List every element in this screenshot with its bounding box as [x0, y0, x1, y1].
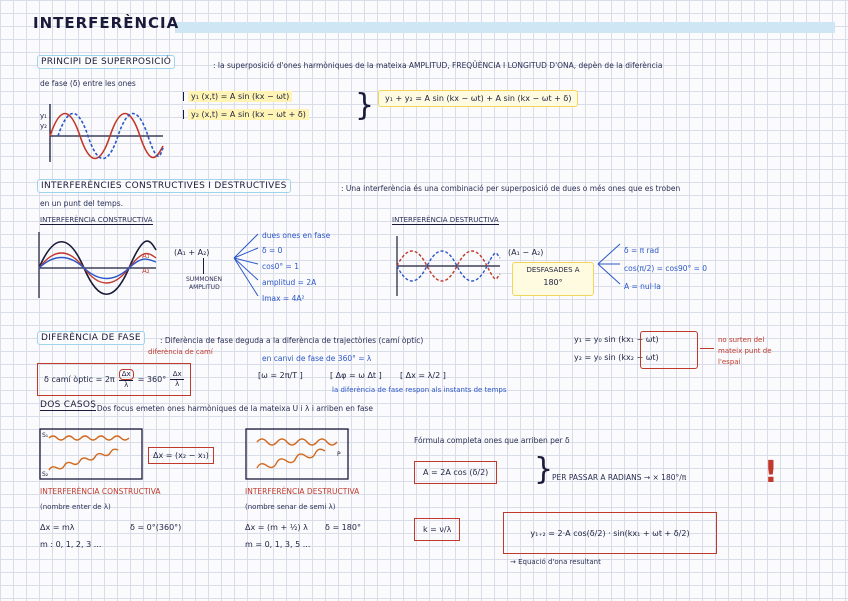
- radians-conversion: PER PASSAR A RADIANS → × 180°/π: [552, 473, 687, 482]
- red-arrow: [700, 348, 714, 349]
- constructive-graph: [34, 228, 164, 300]
- cons-sum-formula: (A₁ + A₂): [174, 248, 210, 257]
- formula-completa-title: Fórmula completa ones que arriben per δ: [414, 436, 570, 445]
- superposition-graph: [38, 98, 168, 166]
- dos-casos-des-sub: (nombre senar de semi λ): [245, 503, 336, 511]
- dos-casos-cons-f1: Δx = mλ: [40, 523, 75, 532]
- resultant-wave-formula: y₁₊₂ = 2·A cos(δ/2) · sin(kx₁ + ωt + δ/2): [503, 512, 717, 554]
- blue-note-instants: la diferència de fase respon als instants de temps: [332, 386, 507, 394]
- phase-fraction-2: [170, 370, 184, 389]
- cons-label-a2: A₂: [142, 267, 150, 275]
- diferencia-fase-desc: : Diferència de fase deguda a la diferència de trajectòries (camí òptic): [160, 336, 424, 345]
- cons-note-4: amplitud = 2A: [262, 278, 317, 287]
- equation-y1-text: y₁ (x,t) = A sin (kx − ωt): [188, 91, 292, 102]
- des-note-1: δ = π rad: [624, 246, 659, 255]
- phase-fraction-2-den: λ: [170, 379, 184, 389]
- dos-casos-cons-title: INTERFERÈNCIA CONSTRUCTIVA: [40, 487, 161, 496]
- des-note-3: A = nul·la: [624, 282, 661, 291]
- red-right-note-1: no surten del: [718, 336, 765, 344]
- amplitude-formula: A = 2A cos (δ/2): [414, 461, 497, 484]
- dos-casos-cons-sub: (nombre enter de λ): [40, 503, 111, 511]
- section-superposicio-heading: PRINCIPI DE SUPERPOSICIÓ: [37, 55, 175, 69]
- des-note-2: cos(π/2) = cos90° = 0: [624, 264, 708, 273]
- graph-label-y2: y₂: [40, 122, 47, 130]
- cons-diagram-s2: S₂: [42, 471, 49, 478]
- dos-casos-des-m: m = 0, 1, 3, 5 ...: [245, 540, 311, 549]
- delta-phi-formula: [ Δφ = ω Δt ]: [330, 371, 382, 380]
- equation-y2-text: y₂ (x,t) = A sin (kx − ωt + δ): [188, 109, 309, 120]
- des-box-line1: DESFASADES A: [526, 266, 580, 274]
- two-source-destructive-diagram: [245, 428, 349, 480]
- dos-casos-cons-f2: δ = 0°(360°): [130, 523, 182, 532]
- title-highlight: [175, 22, 835, 33]
- graph-label-y1: y₁: [40, 112, 47, 120]
- cons-label-a1: A₁: [142, 252, 150, 260]
- des-diagram-frame: [246, 429, 348, 479]
- brace-icon: }: [355, 88, 375, 123]
- destructive-graph: [392, 232, 504, 298]
- cons-note-2: δ = 0: [262, 246, 283, 255]
- right-brace-icon: }: [534, 452, 554, 487]
- section-interferencies-heading: INTERFERÈNCIES CONSTRUCTIVES I DESTRUCTIVES: [37, 179, 291, 193]
- phase-formula-left: δ camí òptic = 2π: [44, 375, 115, 384]
- cons-diagram-wave-1: [49, 436, 129, 440]
- exclamation-icon: !: [764, 455, 778, 490]
- cons-diagram-wave-2: [48, 448, 118, 472]
- dos-casos-des-title: INTERFERÈNCIA DESTRUCTIVA: [245, 487, 360, 496]
- phase-formula-360: = 360°: [137, 375, 167, 384]
- page-title: INTERFERÈNCIA: [33, 14, 180, 32]
- two-source-constructive-diagram: [39, 428, 143, 480]
- dos-casos-des-f1: Δx = (m + ½) λ: [245, 523, 308, 532]
- des-diagram-p: P: [337, 451, 341, 458]
- resultant-wave-label: → Equació d'ona resultant: [510, 558, 601, 566]
- cons-diagram-s1: S₁: [42, 432, 49, 439]
- y-right-box: [640, 331, 698, 369]
- des-box: [512, 262, 594, 296]
- constructiva-title: INTERFERÈNCIA CONSTRUCTIVA: [40, 216, 153, 224]
- delta-x-box: Δx = (x₂ − x₁): [148, 447, 214, 464]
- cons-note-5: Imax = 4A²: [262, 294, 305, 303]
- k-formula: k = ν/λ: [414, 518, 460, 541]
- phase-fraction-den: λ: [119, 380, 133, 390]
- red-right-note-3: l'espai: [718, 358, 741, 366]
- equation-y1: [183, 92, 292, 101]
- dos-casos-cons-m: m : 0, 1, 2, 3 ...: [40, 540, 102, 549]
- destructiva-title: INTERFERÈNCIA DESTRUCTIVA: [392, 216, 499, 224]
- phase-fraction-num: Δx: [119, 369, 134, 380]
- des-fan-arrows: [596, 240, 622, 290]
- omega-formula: [ω = 2π/T ]: [258, 371, 303, 380]
- section-diferencia-fase-heading: DIFERÈNCIA DE FASE: [37, 331, 145, 345]
- cons-sum-label2: AMPLITUD: [189, 284, 220, 291]
- cons-sum-label1: SUMMONEN: [186, 276, 223, 283]
- superposicio-desc-line1: : la superposició d'ones harmòniques de la mateixa AMPLITUD, FREQÜÈNCIA I LONGITUD D'ONA, depèn de la diferència: [213, 61, 663, 70]
- phase-fraction: [119, 369, 134, 390]
- cons-down-arrow: [203, 258, 204, 274]
- section-dos-casos-heading: DOS CASOS: [40, 400, 97, 410]
- cons-note-1: dues ones en fase: [262, 231, 331, 240]
- des-box-line2: 180°: [543, 278, 563, 287]
- y2-right-formula: y₂ = y₀ sin (kx₂ − ωt): [574, 353, 659, 362]
- dos-casos-des-f2: δ = 180°: [325, 523, 361, 532]
- des-diagram-wave-2: [256, 448, 325, 471]
- y1-right-formula: y₁ = y₀ sin (kx₁ − ωt): [574, 335, 659, 344]
- blue-note-360: en canvi de fase de 360° = λ: [262, 354, 372, 363]
- delta-x-formula: [ Δx = λ/2 ]: [400, 371, 446, 380]
- phase-fraction-2-num: Δx: [172, 370, 182, 378]
- cons-note-3: cos0° = 1: [262, 262, 299, 271]
- cons-fan-arrows: [232, 230, 260, 300]
- dos-casos-desc: : Dos focus emeten ones harmòniques de la mateixa U i λ i arriben en fase: [92, 404, 374, 413]
- des-sum-formula: (A₁ − A₂): [508, 248, 544, 257]
- phase-formula-box: [37, 363, 191, 396]
- sum-equation: y₁ + y₂ = A sin (kx − ωt) + A sin (kx − ωt + δ): [378, 90, 578, 107]
- red-note-cami: diferència de camí: [148, 348, 213, 356]
- equation-y2: [183, 110, 309, 119]
- red-right-note-2: mateix punt de: [718, 347, 772, 355]
- interferencies-desc-line2: en un punt del temps.: [40, 199, 123, 208]
- superposicio-desc-line2: de fase (δ) entre les ones: [40, 79, 136, 88]
- interferencies-desc-line1: : Una interferència és una combinació per superposició de dues o més ones que es troben: [341, 184, 681, 193]
- des-diagram-wave-1: [257, 439, 337, 445]
